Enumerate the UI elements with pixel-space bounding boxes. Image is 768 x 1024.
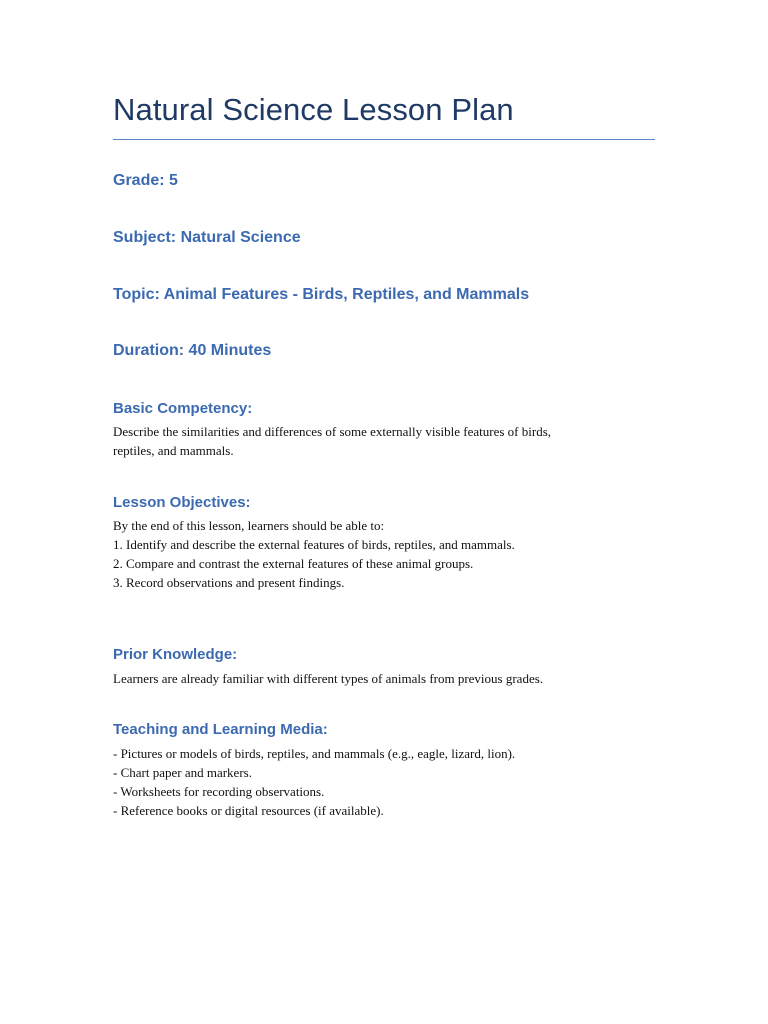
text-line: Describe the similarities and differences of some externally visible features of birds,	[113, 424, 552, 439]
title-underline	[113, 139, 655, 140]
text-line: Learners are already familiar with different types of animals from previous grades.	[113, 671, 544, 686]
media-item: - Chart paper and markers.	[113, 765, 252, 780]
duration-heading: Duration: 40 Minutes	[113, 342, 272, 359]
teaching-media-list	[113, 744, 653, 820]
media-item: - Reference books or digital resources (if available).	[113, 803, 384, 818]
text-line: reptiles, and mammals.	[113, 443, 234, 458]
text-line: By the end of this lesson, learners should be able to:	[113, 518, 385, 533]
lesson-objectives-heading: Lesson Objectives:	[113, 494, 251, 511]
prior-knowledge-text	[113, 669, 653, 688]
lesson-objectives-text	[113, 516, 653, 592]
teaching-media-heading: Teaching and Learning Media:	[113, 721, 328, 738]
media-item: - Pictures or models of birds, reptiles, and mammals (e.g., eagle, lizard, lion).	[113, 746, 516, 761]
objective-item: 1. Identify and describe the external features of birds, reptiles, and mammals.	[113, 537, 515, 552]
objective-item: 3. Record observations and present findings.	[113, 575, 345, 590]
document-title: Natural Science Lesson Plan	[113, 92, 514, 127]
prior-knowledge-heading: Prior Knowledge:	[113, 646, 238, 663]
basic-competency-text	[113, 422, 653, 460]
subject-heading: Subject: Natural Science	[113, 229, 301, 246]
objective-item: 2. Compare and contrast the external features of these animal groups.	[113, 556, 474, 571]
grade-heading: Grade: 5	[113, 172, 178, 189]
topic-heading: Topic: Animal Features - Birds, Reptiles, and Mammals	[113, 286, 530, 303]
basic-competency-heading: Basic Competency:	[113, 400, 253, 417]
media-item: - Worksheets for recording observations.	[113, 784, 325, 799]
